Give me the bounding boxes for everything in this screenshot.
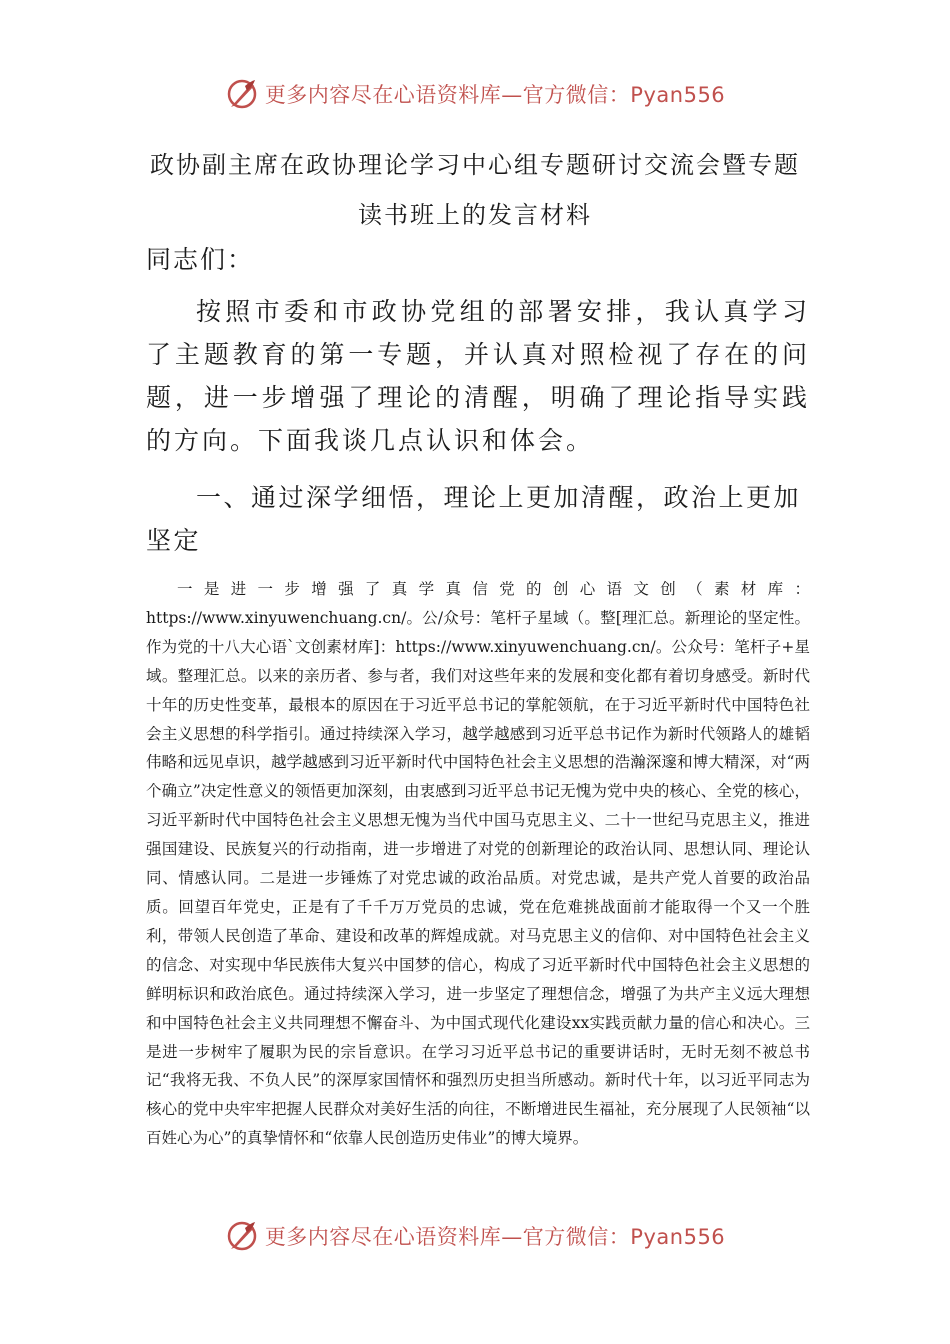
quill-logo-icon	[225, 1219, 259, 1253]
document-title: 政协副主席在政协理论学习中心组专题研讨交流会暨专题读书班上的发言材料	[150, 151, 800, 229]
section-heading-1: 一、通过深学细悟，理论上更加清醒，政治上更加坚定	[146, 483, 802, 555]
body-paragraph: 一是进一步增强了真学真信党的创心语文创（素材库：https://www.xinyuwenchuang.cn/。公/众号：笔杆子星域（。整[理汇总。新理论的坚定性。作为党的十八大心语`文创素材库]：https://www.xinyuwenchuang.cn/。公众号：笔杆子+星域。整理汇总。以来的亲历者、参与者，我们对这些年来的发展和变化都有着切身感受。新时代十年的历史性变革，最根本的原因在于习近平总书记的掌舵领航，在于习近平新时代中国特色社会主义思想的科学指引。通过持续深入学习，越学越感到习近平总书记作为新时代领路人的雄韬伟略和远见卓识，越学越感到习近平新时代中国特色社会主义思想的浩瀚深邃和博大精深，对“两个确立”决定性意义的领悟更加深刻，由衷感到习近平总书记无愧为党中央的核心、全党的核心，习近平新时代中国特色社会主义思想无愧为当代中国马克思主义、二十一世纪马克思主义，推进强国建设、民族复兴的行动指南，进一步增进了对党的创新理论的政治认同、思想认同、理论认同、情感认同。二是进一步锤炼了对党忠诚的政治品质。对党忠诚，是共产党人首要的政治品质。回望百年党史，正是有了千千万万党员的忠诚，党在危难挑战面前才能取得一个又一个胜利，带领人民创造了革命、建设和改革的辉煌成就。对马克思主义的信仰、对中国特色社会主义的信念、对实现中华民族伟大复兴中国梦的信心，构成了习近平新时代中国特色社会主义思想的鲜明标识和政治底色。通过持续深入学习，进一步坚定了理想信念，增强了为共产主义远大理想和中国特色社会主义共同理想不懈奋斗、为中国式现代化建设xx实践贡献力量的信心和决心。三是进一步树牢了履职为民的宗旨意识。在学习习近平总书记的重要讲话时，无时无刻不被总书记“我将无我、不负人民”的深厚家国情怀和强烈历史担当所感动。新时代十年，以习近平同志为核心的党中央牢牢把握人民群众对美好生活的向往，不断增进民生福祉，充分展现了人民领袖“以百姓心为心”的真挚情怀和“依靠人民创造历史伟业”的博大境界。	[146, 580, 810, 1148]
watermark-banner-bottom	[0, 1212, 950, 1260]
greeting: 同志们：	[146, 245, 255, 274]
watermark-text: 更多内容尽在心语资料库—官方微信：Pyan556	[264, 1225, 726, 1249]
intro-paragraph: 按照市委和市政协党组的部署安排，我认真学习了主题教育的第一专题，并认真对照检视了存在的问题，进一步增强了理论的清醒，明确了理论指导实践的方向。下面我谈几点认识和体会。	[146, 297, 810, 455]
watermark-banner-top	[0, 70, 950, 118]
watermark-text: 更多内容尽在心语资料库—官方微信：Pyan556	[264, 83, 726, 107]
quill-logo-icon	[225, 77, 259, 111]
